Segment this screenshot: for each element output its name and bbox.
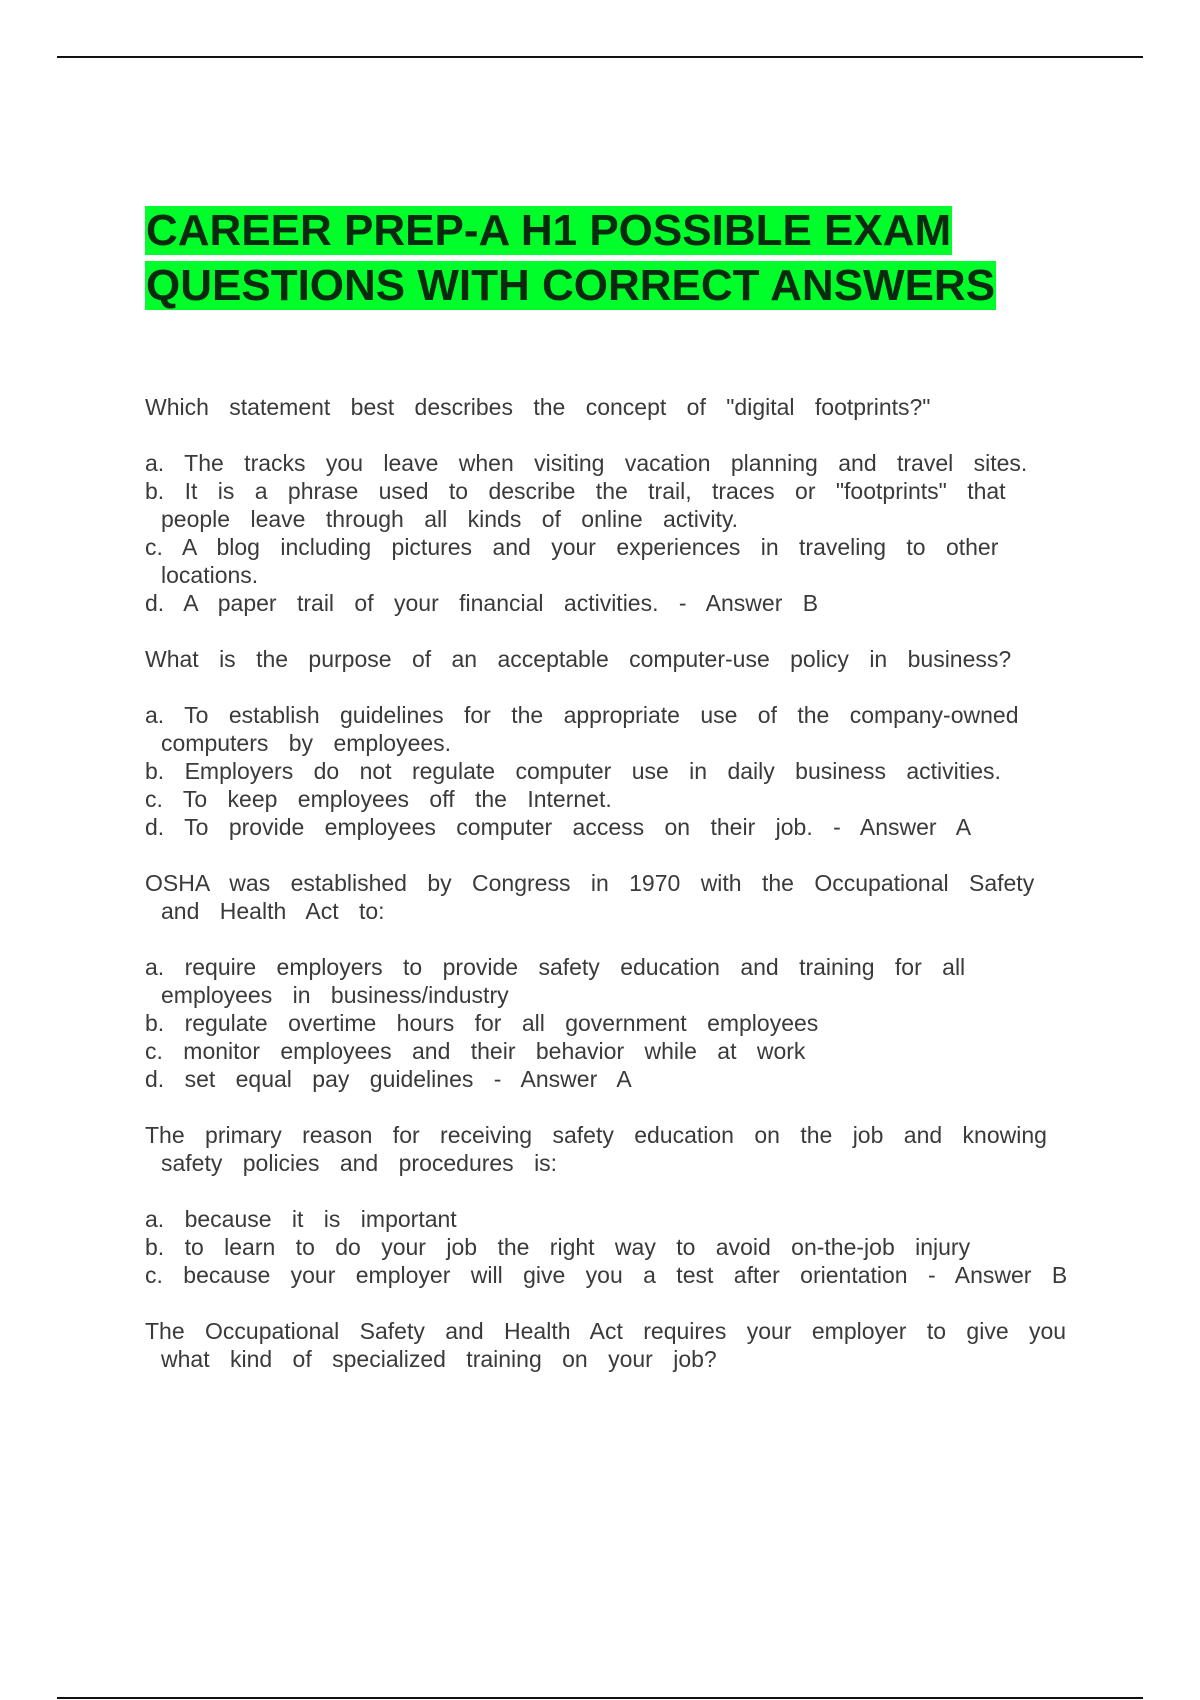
answer-option: d. To provide employees computer access on their job. - Answer A xyxy=(145,814,972,840)
answer-option: c. A blog including pictures and your experiences in traveling to other locations. xyxy=(145,534,999,588)
answer-option: d. A paper trail of your financial activities. - Answer B xyxy=(145,590,819,616)
answer-option: c. monitor employees and their behavior while at work xyxy=(145,1038,806,1064)
question-3 xyxy=(145,869,1085,1093)
answer-option: b. It is a phrase used to describe the trail, traces or "footprints" that people leave through all kinds of online activity. xyxy=(145,478,1006,532)
answer-option: a. require employers to provide safety education and training for all employees in business/industry xyxy=(145,954,966,1008)
document-title xyxy=(145,203,996,313)
bottom-rule xyxy=(57,1697,1143,1699)
answer-option: b. Employers do not regulate computer use in daily business activities. xyxy=(145,758,1001,784)
answer-option: a. because it is important xyxy=(145,1206,457,1232)
answer-option: a. To establish guidelines for the appropriate use of the company-owned computers by employees. xyxy=(145,702,1019,756)
top-rule xyxy=(57,56,1143,58)
answer-options xyxy=(145,953,1085,1093)
question-text: The Occupational Safety and Health Act requires your employer to give you what kind of specialized training on your job? xyxy=(145,1318,1067,1372)
question-list xyxy=(145,393,1085,1401)
question-text: The primary reason for receiving safety education on the job and knowing safety policies and procedures is: xyxy=(145,1122,1047,1176)
answer-option: c. because your employer will give you a test after orientation - Answer B xyxy=(145,1262,1068,1288)
answer-option: d. set equal pay guidelines - Answer A xyxy=(145,1066,632,1092)
question-2 xyxy=(145,645,1085,841)
answer-option: a. The tracks you leave when visiting vacation planning and travel sites. xyxy=(145,450,1028,476)
question-text: Which statement best describes the concept of "digital footprints?" xyxy=(145,394,931,420)
title-line-2: QUESTIONS WITH CORRECT ANSWERS xyxy=(146,261,996,310)
title-line-1: CAREER PREP-A H1 POSSIBLE EXAM xyxy=(146,206,952,255)
question-text: OSHA was established by Congress in 1970 with the Occupational Safety and Health Act to: xyxy=(145,870,1035,924)
question-5 xyxy=(145,1317,1085,1373)
question-text: What is the purpose of an acceptable computer-use policy in business? xyxy=(145,646,1012,672)
answer-option: b. regulate overtime hours for all government employees xyxy=(145,1010,819,1036)
answer-options xyxy=(145,449,1085,617)
question-4 xyxy=(145,1121,1085,1289)
answer-options xyxy=(145,701,1085,841)
answer-option: c. To keep employees off the Internet. xyxy=(145,786,612,812)
answer-options xyxy=(145,1205,1085,1289)
answer-option: b. to learn to do your job the right way to avoid on-the-job injury xyxy=(145,1234,971,1260)
question-1 xyxy=(145,393,1085,617)
